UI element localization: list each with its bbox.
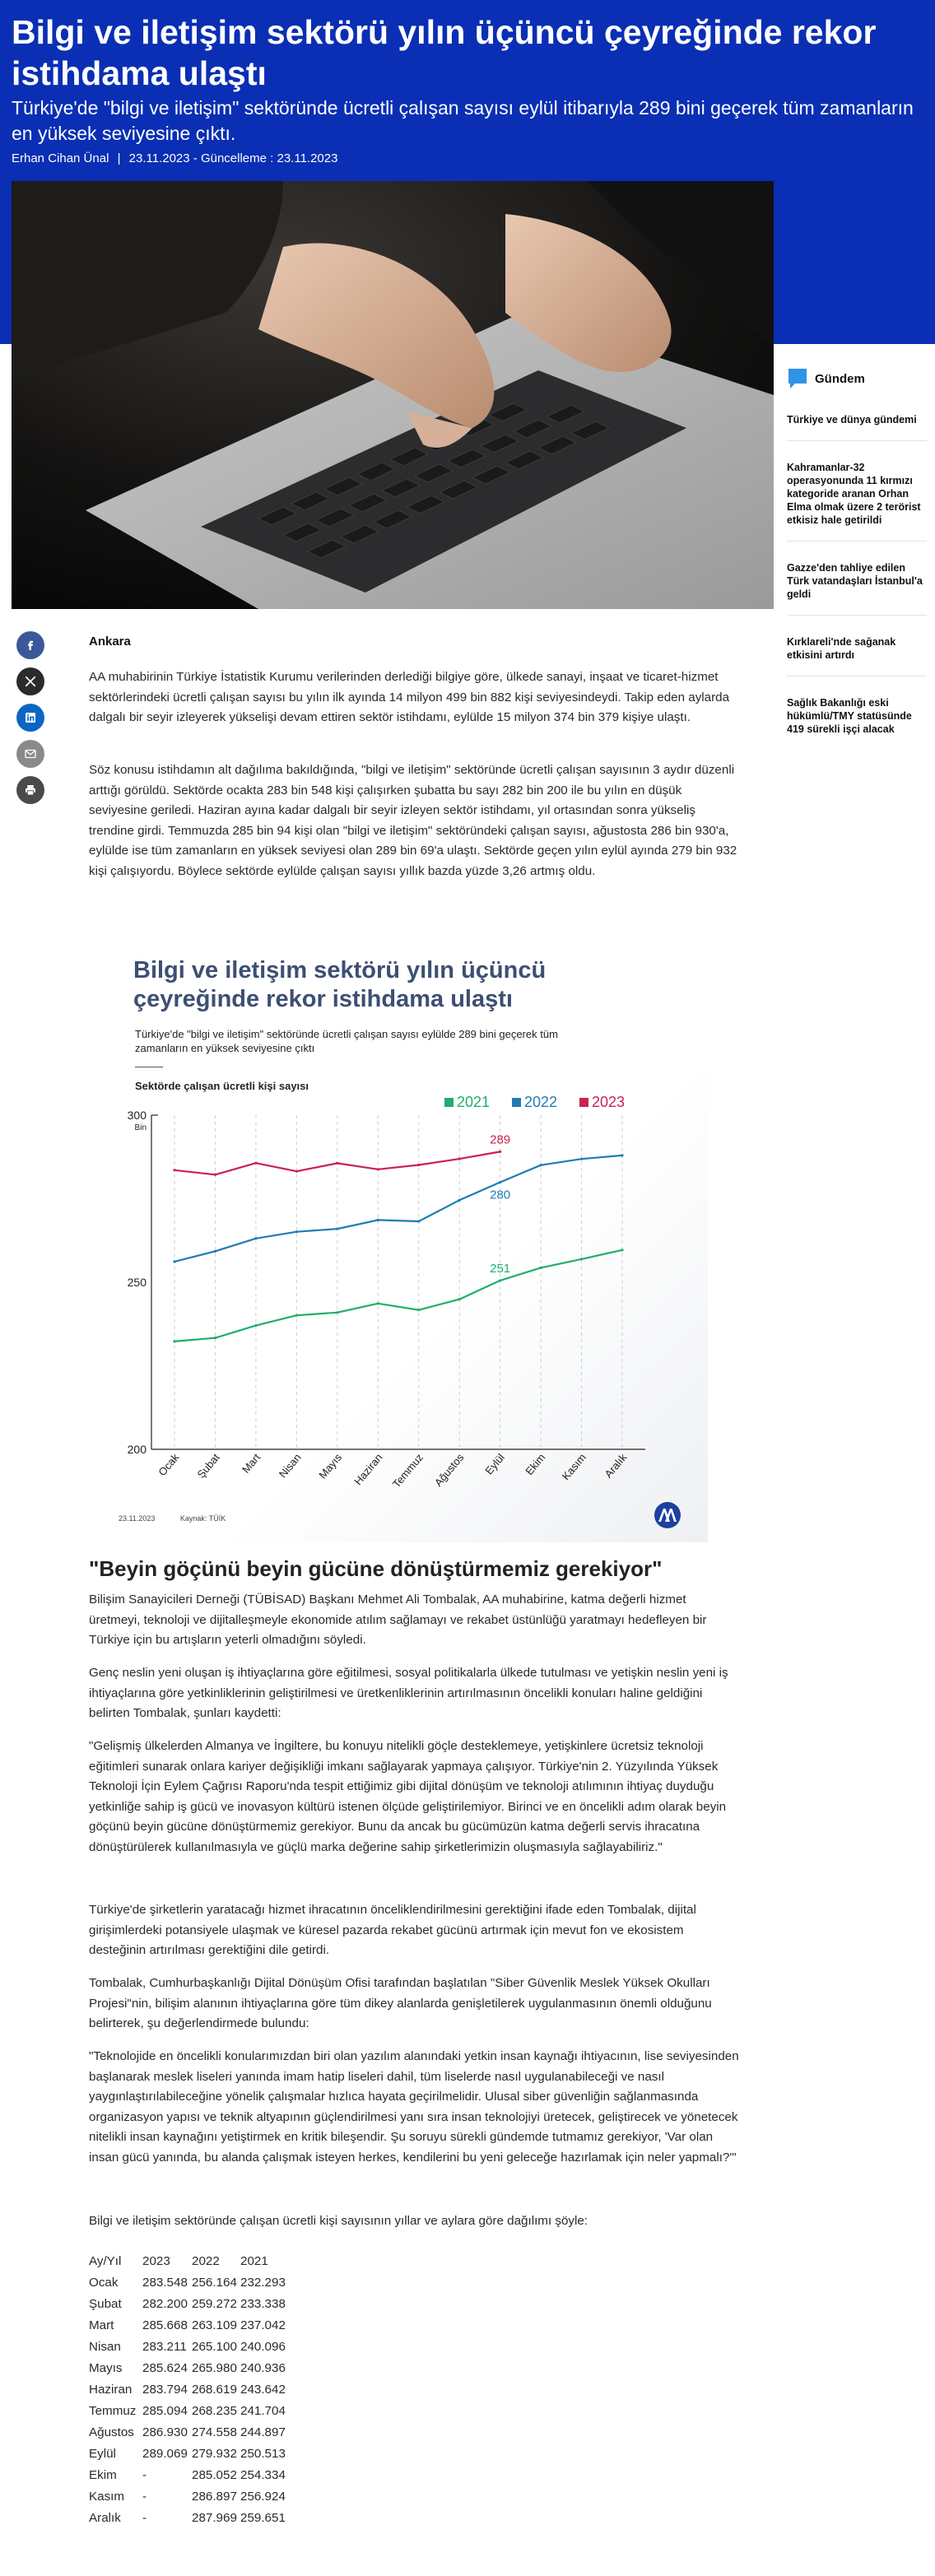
table-cell: 285.624 <box>142 2360 188 2375</box>
table-cell: 286.897 <box>192 2489 237 2504</box>
table-cell: 256.924 <box>240 2489 286 2504</box>
table-cell: 285.052 <box>192 2467 237 2482</box>
table-cell: Nisan <box>89 2339 121 2354</box>
table-cell: 250.513 <box>240 2446 286 2461</box>
data-point-2021 <box>621 1248 623 1251</box>
table-row <box>89 2293 290 2314</box>
sidebar-news-item[interactable]: Gazze'den tahliye edilen Türk vatandaşları İstanbul'a geldi <box>787 542 927 616</box>
y-unit-label: Bin <box>134 1123 147 1132</box>
print-icon <box>23 783 38 797</box>
table-cell: Mayıs <box>89 2360 123 2375</box>
table-cell: 259.651 <box>240 2510 286 2525</box>
data-point-2023 <box>214 1174 216 1176</box>
sidebar-news-item[interactable]: Sağlık Bakanlığı eski hükümlü/TMY statüsünde 419 sürekli işçi alacak <box>787 697 912 735</box>
x-tick-label: Ağustos <box>431 1451 467 1489</box>
data-label-2021: 251 <box>490 1261 511 1276</box>
table-cell: 263.109 <box>192 2318 237 2332</box>
table-cell: 268.235 <box>192 2403 237 2418</box>
y-tick-label: 300 <box>127 1109 147 1122</box>
data-point-2022 <box>173 1260 175 1262</box>
table-row <box>89 2507 290 2528</box>
table-cell: 268.619 <box>192 2382 237 2397</box>
sidebar-title: Gündem <box>815 371 865 386</box>
data-point-2021 <box>336 1311 338 1314</box>
facebook-icon <box>23 638 38 653</box>
data-point-2021 <box>377 1302 379 1304</box>
table-header-cell: 2023 <box>142 2253 170 2268</box>
data-point-2021 <box>214 1337 216 1339</box>
data-point-2022 <box>580 1158 583 1160</box>
x-tick-label: Nisan <box>276 1451 304 1481</box>
chart-series-label: Sektörde çalışan ücretli kişi sayısı <box>135 1080 309 1092</box>
article-paragraph-7: Bilgi ve iletişim sektöründe çalışan ücretli kişi sayısının yıllar ve aylara göre dağılımı şöyle: <box>89 2214 588 2228</box>
data-point-2022 <box>377 1219 379 1221</box>
table-row <box>89 2421 290 2443</box>
x-tick-label: Kasım <box>559 1451 588 1483</box>
aa-logo-icon <box>654 1501 681 1529</box>
article-quote-2: "Teknolojide en öncelikli konularımızdan biri olan yazılım alanındaki yetkin insan kaynağı ihtiyacının, lise seviyesinden başlanarak meslek liseleri yanında imam hatip liseleri dahil, tüm liselerde nasıl uygulanabileceği ve nasıl yaygınlaştırılabileceğine yönelik çalışmalar hızlıca hayata geçirilmelidir. Ulusal siber güvenliğin sağlanmasında organizasyon yapısı ve teknik altyapının güçlendirilmesi yanı sıra insan teknolojiyi üretecek, geliştirecek ve yönetecek nitelikli insan kaynağını yetiştirmek en kritik bileşendir. Şu soruyu sürekli gündemde tutmamız gerekiyor, 'Var olan insan gücü yanında, bu alanda çalışmak isteyen herkes, kendilerini bu yeni geleceğe hazırlamak için neler yapmalı?'" <box>89 2049 739 2164</box>
share-print-button[interactable] <box>16 776 44 804</box>
x-tick-label: Aralık <box>602 1451 630 1481</box>
table-cell: 265.980 <box>192 2360 237 2375</box>
employment-table <box>89 2250 290 2528</box>
table-row <box>89 2336 290 2357</box>
table-row <box>89 2357 290 2378</box>
table-row <box>89 2485 290 2507</box>
chart-subtitle: Türkiye'de "bilgi ve iletişim" sektöründe ücretli çalışan sayısı eylülde 289 bini geçerek tüm zamanların en yüksek seviyesine çıktı <box>135 1028 558 1054</box>
table-row <box>89 2378 290 2400</box>
table-cell: 279.932 <box>192 2446 237 2461</box>
table-cell: Ocak <box>89 2275 119 2290</box>
table-cell: 286.930 <box>142 2425 188 2439</box>
sidebar-news-item[interactable]: Kırklareli'nde sağanak etkisini artırdı <box>787 616 927 677</box>
x-tick-label: Ocak <box>156 1451 182 1479</box>
table-cell: Ağustos <box>89 2425 134 2439</box>
publish-dates: 23.11.2023 - Güncelleme : 23.11.2023 <box>128 151 338 165</box>
table-cell: - <box>142 2489 147 2504</box>
data-point-2022 <box>214 1250 216 1253</box>
data-point-2022 <box>254 1237 257 1239</box>
chart-title: Bilgi ve iletişim sektörü yılın üçüncü çeyreğinde rekor istihdama ulaştı <box>133 957 547 1012</box>
table-cell: 254.334 <box>240 2467 286 2482</box>
hero-photo <box>12 181 774 609</box>
article-paragraph-2: Söz konusu istihdamın alt dağılıma bakıldığında, "bilgi ve iletişim" sektöründe ücretli çalışan sayısının 3 aydır düzenli arttığı görüldü. Sektörde ocakta 283 bin 548 kişi çalışırken şubatta bu sayı 282 bin 200 ile bu yılın en düşük seviyesine geriledi. Haziran ayına kadar dalgalı bir seyir izleyen sektör istihdamı, yıl ortasından sonra yükseliş trendine girdi. Temmuzda 285 bin 94 kişi olan "bilgi ve iletişim" sektöründeki çalışan sayısı, ağustosta 286 bin 930'a, eylülde ise tüm zamanların en yüksek seviyesi olan 289 bin 69'a ulaştı. Sektörde geçen yılın eylül ayında 279 bin 932 kişi çalışıyordu. Böylece sektörde eylülde çalışan sayısı yıllık bazda yüzde 3,26 artmış oldu. <box>89 763 737 878</box>
table-header-cell: 2022 <box>192 2253 220 2268</box>
data-point-2022 <box>458 1199 461 1202</box>
table-cell: 283.794 <box>142 2382 188 2397</box>
data-point-2023 <box>377 1168 379 1170</box>
line-chart <box>105 925 708 1542</box>
share-email-button[interactable] <box>16 740 44 768</box>
x-tick-label: Ekim <box>523 1451 548 1478</box>
table-cell: Şubat <box>89 2296 122 2311</box>
x-tick-label: Şubat <box>194 1451 222 1481</box>
sidebar-header <box>787 362 927 395</box>
article-quote-1: "Gelişmiş ülkelerden Almanya ve İngiltere, bu konuyu nitelikli göçle desteklemeye, yetişkinlere ücretsiz teknoloji eğitimleri sunarak onlara kariyer değişikliği imkanı sağlayarak yapmaya çalışıyor. Türkiye'nin 2. Yüzyılında Yüksek Teknoloji İçin Eylem Çağrısı Raporu'nda tespit ettiğimiz gibi dijital dönüşüm ve teknoloji atılımının ihtiyaç duyduğu yetkinliğe sahip iş gücü ve inovasyon kültürü istenen ölçüde geliştirilemiyor. Birinci ve en öncelikli adım olarak beyin göçünü beyin gücüne dönüştürmemiz gerekiyor. Bunu da ancak bu gücümüzün katma değerli servis ihracatına dönüştürülerek kullanılmasıyla ve güçlü marka değerine sahip şirketlerimizin oluşmasıyla sağlayabiliriz." <box>89 1739 727 1854</box>
table-cell: 282.200 <box>142 2296 188 2311</box>
data-point-2023 <box>499 1151 501 1153</box>
legend-label-2022: 2022 <box>524 1094 558 1110</box>
chart-infographic <box>105 925 708 1542</box>
x-icon <box>23 674 38 689</box>
table-row <box>89 2271 290 2293</box>
table-cell: 259.272 <box>192 2296 237 2311</box>
x-tick-label: Eylül <box>482 1451 507 1477</box>
table-cell: 241.704 <box>240 2403 286 2418</box>
data-point-2021 <box>539 1267 542 1269</box>
sidebar-news-item[interactable]: Türkiye ve dünya gündemi <box>787 395 927 441</box>
series-line-2022 <box>174 1155 622 1262</box>
data-label-2023: 289 <box>490 1132 511 1147</box>
speech-bubble-icon <box>787 367 808 390</box>
table-cell: Mart <box>89 2318 114 2332</box>
sidebar-news-item[interactable]: Kahramanlar-32 operasyonunda 11 kırmızı kategoride aranan Orhan Elma olmak üzere 2 terörist etkisiz hale getirildi <box>787 441 927 542</box>
y-tick-label: 250 <box>127 1276 147 1289</box>
y-tick-label: 200 <box>127 1443 147 1456</box>
data-point-2022 <box>336 1228 338 1230</box>
table-cell: Haziran <box>89 2382 133 2397</box>
share-facebook-button[interactable] <box>16 631 44 659</box>
table-cell: 285.668 <box>142 2318 188 2332</box>
email-icon <box>23 746 38 761</box>
article-paragraph-1: AA muhabirinin Türkiye İstatistik Kurumu verilerinden derlediği bilgiye göre, ülkede sanayi, inşaat ve ticaret-hizmet sektörlerindeki ücretli çalışan sayısı bu yılın ilk ayında 14 milyon 499 bin 882 kişi seviyesindeydi. Takip eden aylarda dalgalı bir seyir izleyerek yükselişi devam ettiren sektör istihdamı, eylülde 15 milyon 374 bin 379 kişiye ulaştı. <box>89 670 730 724</box>
table-row <box>89 2443 290 2464</box>
legend-swatch-2021 <box>444 1098 454 1107</box>
series-line-2021 <box>174 1250 622 1341</box>
section-heading: "Beyin göçünü beyin gücüne dönüştürmemiz gerekiyor" <box>89 1556 663 1581</box>
table-cell: Ekim <box>89 2467 117 2482</box>
data-point-2021 <box>458 1298 461 1300</box>
author-link[interactable]: Erhan Cihan Ünal <box>12 151 109 165</box>
table-cell: 285.094 <box>142 2403 188 2418</box>
x-tick-label: Haziran <box>351 1451 385 1488</box>
data-point-2022 <box>417 1220 420 1222</box>
sidebar-agenda <box>787 362 927 750</box>
table-cell: 240.096 <box>240 2339 286 2354</box>
legend-swatch-2022 <box>512 1098 521 1107</box>
table-row <box>89 2314 290 2336</box>
chart-footer-date: 23.11.2023 <box>119 1514 156 1523</box>
chart-footer <box>119 1514 249 1523</box>
table-cell: 283.548 <box>142 2275 188 2290</box>
table-cell: 232.293 <box>240 2275 286 2290</box>
data-point-2021 <box>173 1340 175 1342</box>
data-point-2022 <box>295 1230 298 1233</box>
table-cell: Kasım <box>89 2489 125 2504</box>
table-cell: 274.558 <box>192 2425 237 2439</box>
laptop-typing-illustration <box>12 181 774 609</box>
data-point-2023 <box>254 1162 257 1165</box>
table-cell: Temmuz <box>89 2403 137 2418</box>
table-cell: 265.100 <box>192 2339 237 2354</box>
data-point-2023 <box>336 1162 338 1165</box>
legend-label-2023: 2023 <box>592 1094 626 1110</box>
table-cell: 287.969 <box>192 2510 237 2525</box>
article-headline: Bilgi ve iletişim sektörü yılın üçüncü çeyreğinde rekor istihdama ulaştı <box>12 13 877 92</box>
share-linkedin-button[interactable] <box>16 704 44 732</box>
linkedin-icon <box>23 710 38 725</box>
data-point-2023 <box>458 1157 461 1160</box>
table-cell: 243.642 <box>240 2382 286 2397</box>
legend-swatch-2023 <box>579 1098 588 1107</box>
data-point-2022 <box>499 1181 501 1183</box>
table-cell: 283.211 <box>142 2339 187 2354</box>
table-cell: 289.069 <box>142 2446 188 2461</box>
data-point-2021 <box>417 1309 420 1311</box>
article-paragraph-5: Türkiye'de şirketlerin yaratacağı hizmet ihracatının önceliklendirilmesini gerektiğini ifade eden Tombalak, dijital girişimlerdeki potansiyele ulaşmak ve küresel pazarda rekabet gücünü artırmak için mevut fon ve ekosistem desteğinin artırılması gerektiğini dile getirdi. <box>89 1903 696 1957</box>
byline <box>12 150 342 168</box>
chart-footer-source: Kaynak: TÜİK <box>179 1514 226 1523</box>
article-paragraph-3: Bilişim Sanayicileri Derneği (TÜBİSAD) Başkanı Mehmet Ali Tombalak, AA muhabirine, katma değerli hizmet üretmeyi, teknoloji ve dijitalleşmeyle ekonomide atılım sağlamayı ve rekabet üstünlüğü yaratmayı hedefleyen bir Türkiye için bu artışların yeterli olmadığını söyledi. <box>89 1593 707 1647</box>
data-point-2023 <box>417 1164 420 1166</box>
data-point-2021 <box>254 1324 257 1327</box>
x-tick-label: Temmuz <box>389 1451 426 1490</box>
article-paragraph-4: Genç neslin yeni oluşan iş ihtiyaçlarına göre eğitilmesi, sosyal politikalarla ülkede tutulması ve yetişkin neslin yeni iş ihtiyaçlarına göre yetkinliklerinin geliştirilmesi ve üretkenliklerinin artırılmasının öncelikli konuları haline geldiğini belirten Tombalak, şunları kaydetti: <box>89 1666 728 1720</box>
article-subheadline: Türkiye'de "bilgi ve iletişim" sektöründe ücretli çalışan sayısı eylül itibarıyla 289 bini geçerek tüm zamanların en yüksek seviyesine çıktı. <box>12 97 914 144</box>
byline-separator: | <box>117 151 121 165</box>
table-header-cell: 2021 <box>240 2253 268 2268</box>
table-cell: 244.897 <box>240 2425 286 2439</box>
table-row <box>89 2400 290 2421</box>
dateline-city: Ankara <box>89 635 131 649</box>
legend-label-2021: 2021 <box>457 1094 491 1110</box>
table-cell: - <box>142 2510 147 2525</box>
data-point-2022 <box>621 1154 623 1156</box>
x-tick-label: Mayıs <box>316 1451 345 1481</box>
table-cell: 256.164 <box>192 2275 237 2290</box>
data-point-2021 <box>499 1279 501 1281</box>
data-point-2021 <box>295 1314 298 1317</box>
x-tick-label: Mart <box>240 1451 263 1476</box>
data-point-2023 <box>173 1169 175 1171</box>
data-label-2022: 280 <box>490 1188 511 1202</box>
data-point-2023 <box>295 1170 298 1173</box>
table-cell: Aralık <box>89 2510 121 2525</box>
table-header-row <box>89 2250 290 2271</box>
share-x-button[interactable] <box>16 667 44 695</box>
table-row <box>89 2464 290 2485</box>
table-cell: 237.042 <box>240 2318 286 2332</box>
data-point-2021 <box>580 1258 583 1260</box>
table-cell: - <box>142 2467 147 2482</box>
article-paragraph-6: Tombalak, Cumhurbaşkanlığı Dijital Dönüşüm Ofisi tarafından başlatılan "Siber Güvenlik Meslek Yüksek Okulları Projesi"nin, bilişim alanının ihtiyaçlarına göre tüm dikey alanlarda genişletilerek uygulanmasının önemli olduğunu belirterek, şu değerlendirmede bulundu: <box>89 1976 712 2030</box>
table-cell: 240.936 <box>240 2360 286 2375</box>
table-cell: Eylül <box>89 2446 116 2461</box>
table-header-cell: Ay/Yıl <box>89 2253 122 2268</box>
table-cell: 233.338 <box>240 2296 286 2311</box>
data-point-2022 <box>539 1164 542 1166</box>
